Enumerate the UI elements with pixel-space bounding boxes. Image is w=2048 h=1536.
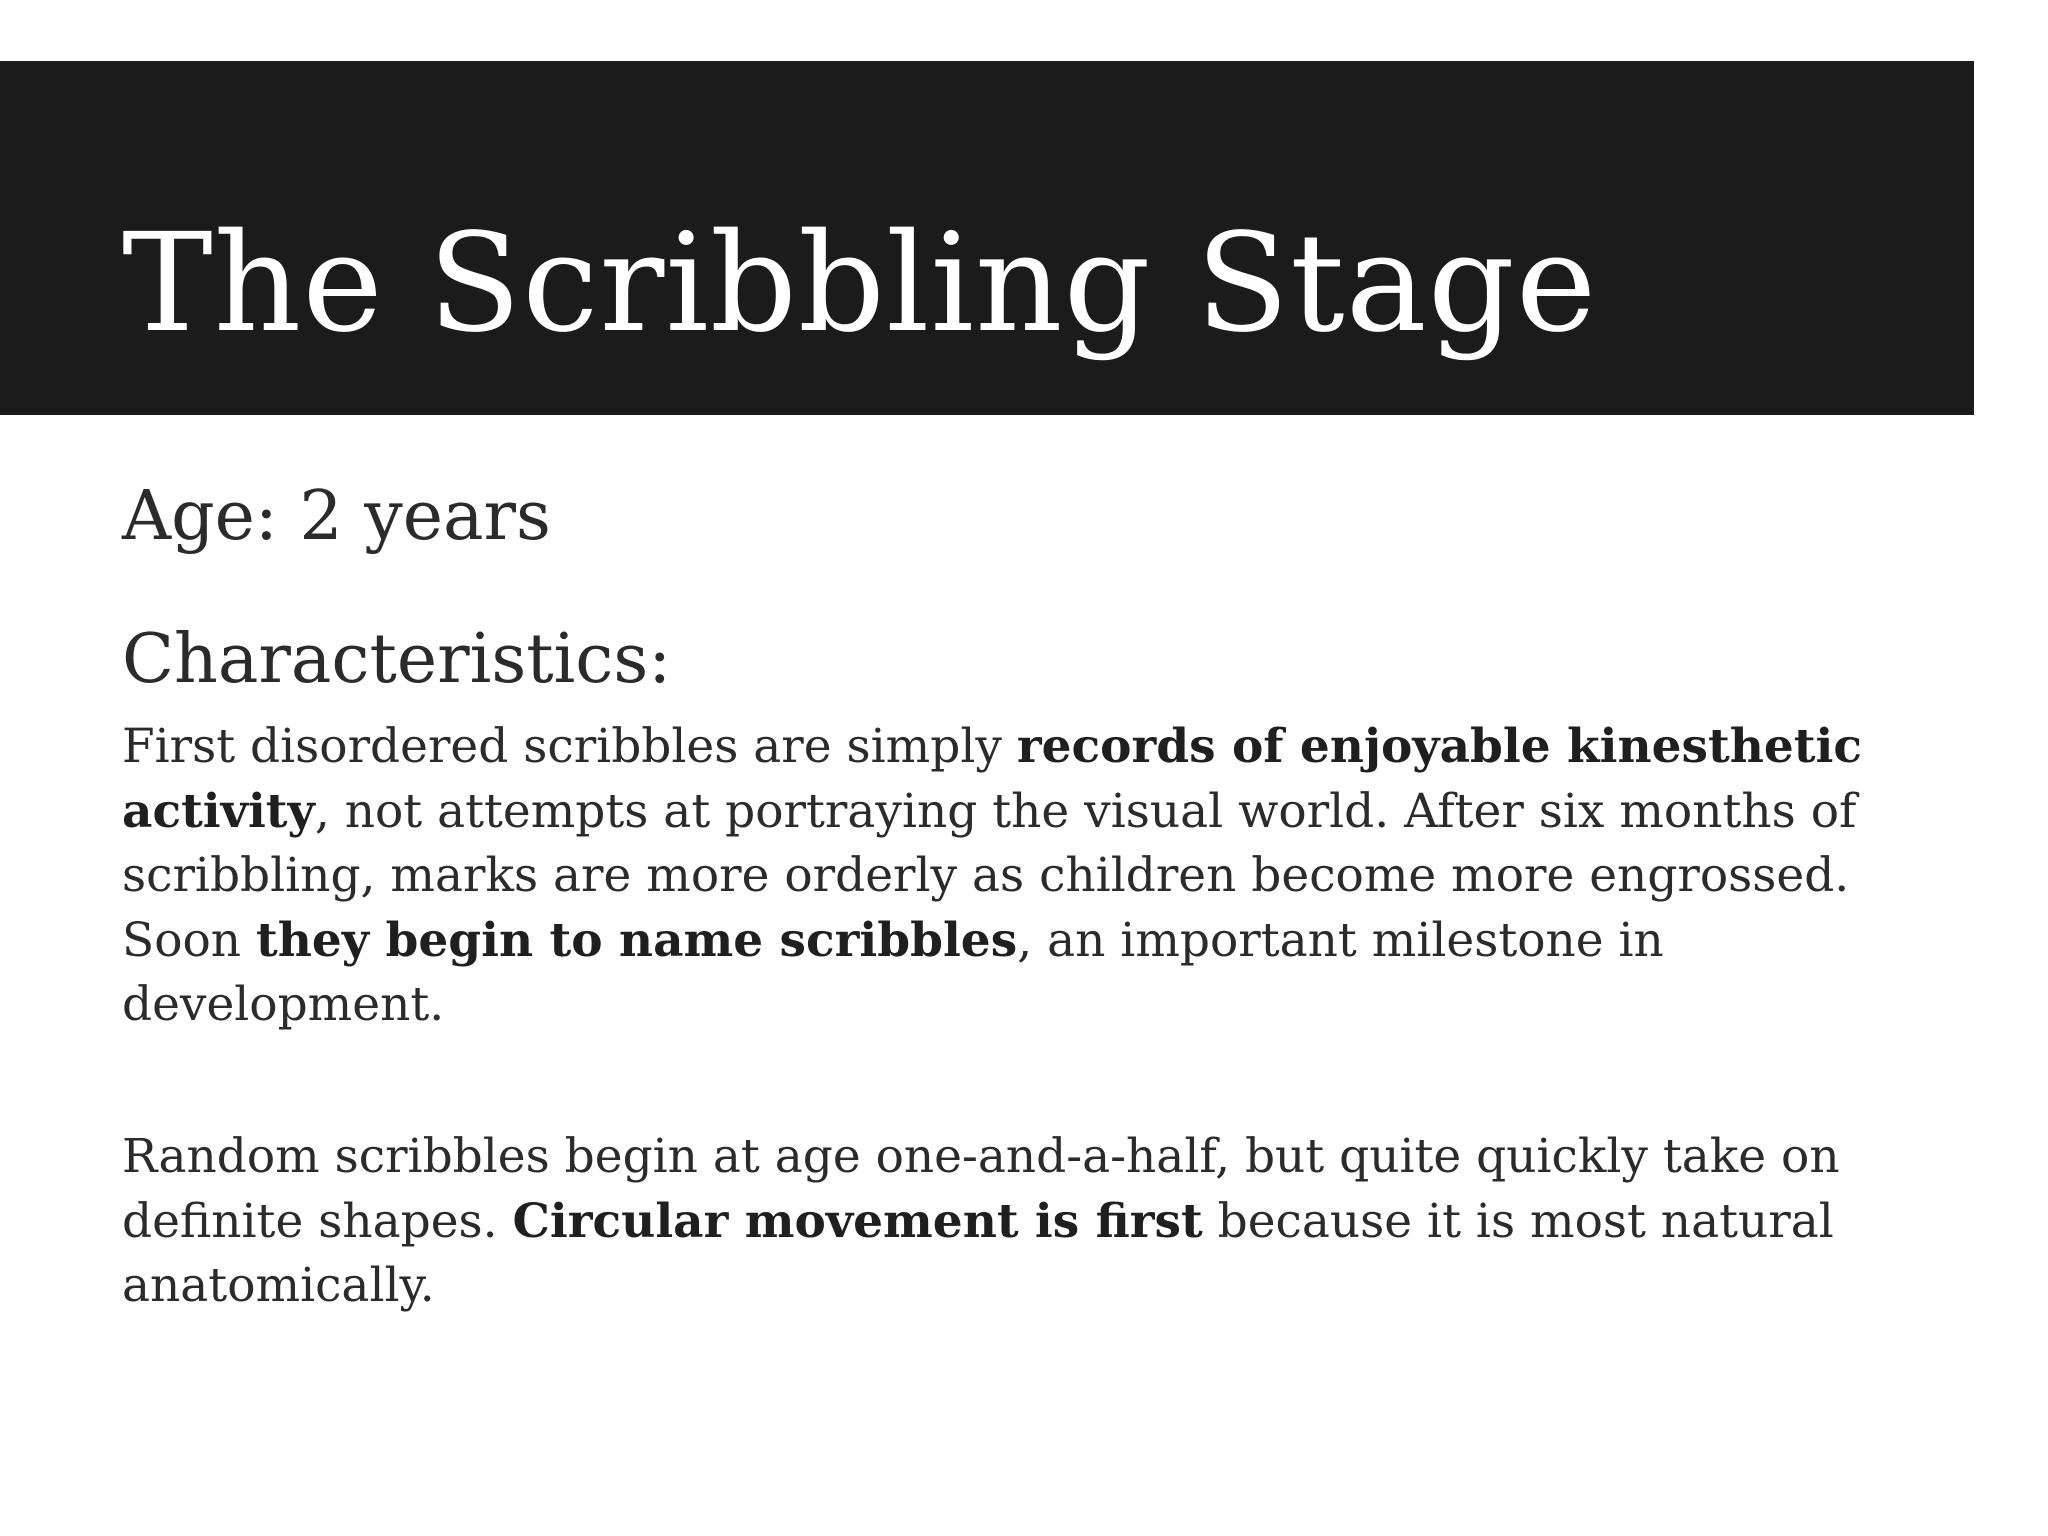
paragraph-text: because it is most natural anatomically. bbox=[122, 1193, 1834, 1313]
age-line: Age: 2 years bbox=[122, 477, 551, 556]
emphasis-text: records of enjoyable kinesthetic activity bbox=[122, 719, 1862, 839]
paragraph-text: First disordered scribbles are simply bbox=[122, 719, 1017, 774]
slide-title: The Scribbling Stage bbox=[122, 205, 1598, 363]
paragraph-text: Random scribbles begin at age one-and-a-half, but quite quickly take on definite shapes. bbox=[122, 1129, 1840, 1249]
emphasis-text: they begin to name scribbles bbox=[256, 912, 1018, 968]
paragraph-text: , not attempts at portraying the visual world. After six months of scribbling, marks are more orderly as children become more engrossed. Soon bbox=[122, 783, 1857, 968]
characteristics-paragraph-1 bbox=[122, 715, 1952, 1038]
characteristics-heading: Characteristics: bbox=[122, 620, 672, 699]
paragraph-text: , an important milestone in development. bbox=[122, 912, 1664, 1032]
emphasis-text: Circular movement is first bbox=[512, 1193, 1203, 1249]
characteristics-paragraph-2 bbox=[122, 1125, 1952, 1319]
